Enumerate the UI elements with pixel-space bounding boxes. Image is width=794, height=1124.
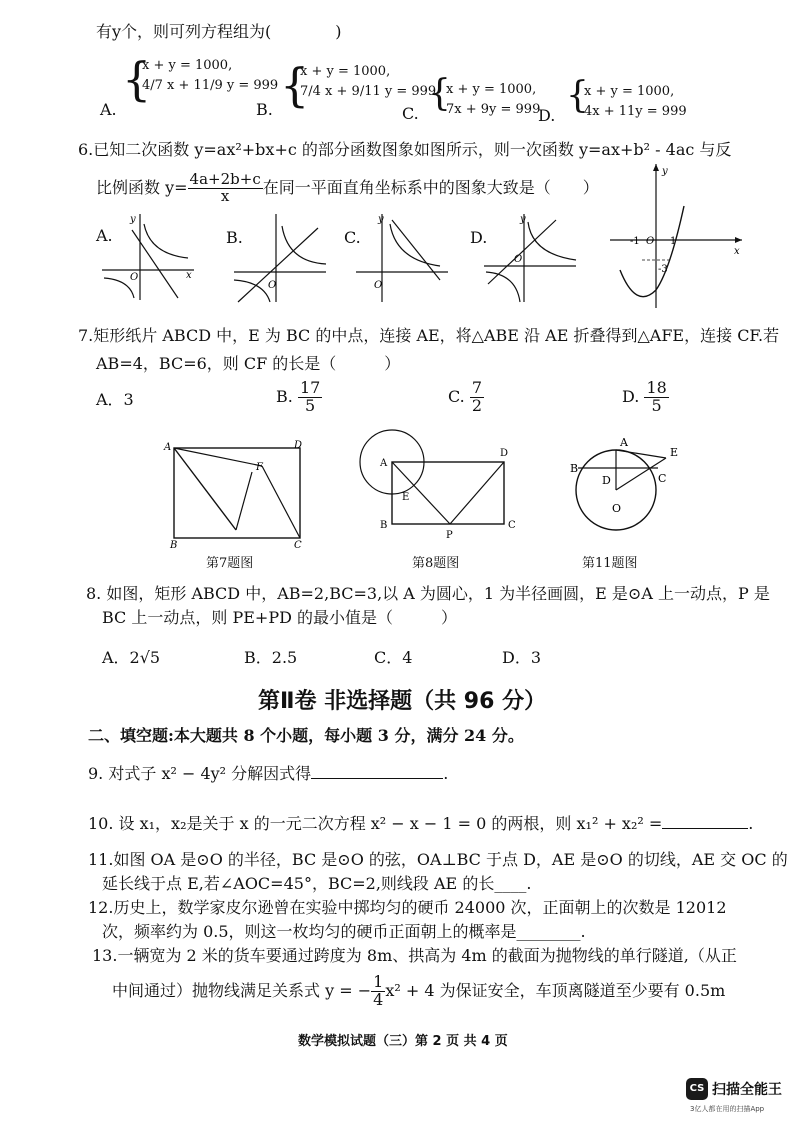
q6-graph-a: [98, 210, 198, 306]
figure-11-caption: 第11题图: [582, 556, 638, 571]
q5-option-b-label: B.: [256, 100, 273, 119]
q5-option-a-system: { x + y = 1000, 4/7 x + 11/9 y = 999: [122, 52, 279, 106]
q9-answer-blank[interactable]: [311, 778, 443, 779]
svg-text:D: D: [602, 474, 611, 487]
q5-option-b-system: { x + y = 1000, 7/4 x + 9/11 y = 999: [280, 58, 437, 112]
svg-text:A: A: [380, 458, 388, 469]
svg-text:y: y: [662, 166, 668, 177]
q13-line2: 中间通过）抛物线满足关系式 y = − $\frac{1}{4}$ x² + 4 为保证安全，车顶离隧道至少要有 0.5m: [112, 972, 726, 1009]
q6-option-d: D.: [470, 228, 488, 247]
figure-7-caption: 第7题图: [206, 556, 254, 571]
q6-option-c: C.: [344, 228, 361, 247]
q5-option-a-label: A.: [100, 100, 117, 119]
svg-text:O: O: [514, 254, 523, 265]
q6-line2: 比例函数 y= $\frac{4a+2b+c}{x}$ 在同一平面直角坐标系中的图象大致是（ ）: [96, 170, 599, 205]
svg-text:1: 1: [670, 236, 677, 247]
q7-option-b: B. $\frac{17}{5}$: [276, 378, 321, 415]
q6-graph-b: [230, 210, 330, 306]
svg-text:C: C: [658, 472, 667, 485]
section-2-heading: 第Ⅱ卷 非选择题（共 96 分）: [258, 689, 547, 714]
svg-text:x: x: [186, 270, 192, 281]
q11-line1: 11.如图 OA 是⊙O 的半径，BC 是⊙O 的弦，OA⊥BC 于点 D，AE 是⊙O 的切线，AE 交 OC 的: [88, 850, 788, 869]
camscanner-logo: CS: [686, 1078, 708, 1100]
svg-text:-1: -1: [630, 236, 640, 247]
q6-parabola-graph: [608, 160, 744, 310]
svg-text:O: O: [646, 236, 655, 247]
q12-line2: 次，频率约为 0.5，则这一枚均匀的硬币正面朝上的概率是________.: [102, 922, 586, 941]
q10: 10. 设 x₁，x₂是关于 x 的一元二次方程 x² − x − 1 = 0 的两根，则 x₁² + x₂² = .: [88, 814, 754, 833]
svg-text:y: y: [378, 214, 384, 225]
svg-text:C: C: [294, 540, 302, 551]
svg-text:y: y: [520, 214, 526, 225]
svg-text:D: D: [294, 440, 303, 451]
svg-text:A: A: [620, 436, 628, 449]
camscanner-title: 扫描全能王: [712, 1082, 782, 1098]
fill-in-heading: 二、填空题:本大题共 8 个小题，每小题 3 分，满分 24 分。: [88, 726, 524, 745]
q5-option-d-system: { x + y = 1000, 4x + 11y = 999: [566, 75, 687, 119]
svg-text:B: B: [170, 540, 178, 551]
q8-line2: BC 上一动点，则 PE+PD 的最小值是（ ）: [102, 608, 458, 627]
svg-text:E: E: [670, 446, 679, 459]
svg-text:O: O: [612, 502, 622, 515]
page-footer: 数学模拟试题（三）第 2 页 共 4 页: [298, 1034, 508, 1049]
q12-line1: 12.历史上，数学家皮尔逊曾在实验中掷均匀的硬币 24000 次，正面朝上的次数是 12012: [88, 898, 727, 917]
q6-option-b: B.: [226, 228, 243, 247]
q9: 9. 对式子 x² − 4y² 分解因式得 .: [88, 764, 449, 783]
q8-option-b: B．2.5: [244, 648, 298, 667]
q7-line2: AB=4，BC=6，则 CF 的长是（ ）: [96, 354, 401, 373]
q7-option-a: A．3: [96, 390, 134, 409]
q5-option-c-system: { x + y = 1000, 7x + 9y = 999: [428, 73, 541, 117]
q7-option-c: C. $\frac{7}{2}$: [448, 378, 483, 415]
q7-option-d: D. $\frac{18}{5}$: [622, 378, 667, 415]
svg-text:F: F: [256, 462, 263, 473]
q13-line1: 13.一辆宽为 2 米的货车要通过跨度为 8m、拱高为 4m 的截面为抛物线的单行隧道,（从正: [92, 946, 737, 965]
q8-option-c: C．4: [374, 648, 413, 667]
q5-option-c-label: C.: [402, 104, 419, 123]
svg-text:O: O: [374, 280, 383, 291]
q11-line2: 延长线于点 E,若∠AOC=45°，BC=2,则线段 AE 的长____.: [102, 874, 532, 893]
figure-8-caption: 第8题图: [412, 556, 460, 571]
svg-text:D: D: [500, 448, 509, 459]
svg-text:C: C: [508, 520, 516, 531]
q8-option-a: A．2√5: [102, 648, 161, 667]
svg-text:A: A: [164, 442, 172, 453]
q8-option-d: D．3: [502, 648, 542, 667]
svg-text:y: y: [130, 214, 136, 225]
svg-text:O: O: [130, 272, 139, 283]
q8-line1: 8. 如图，矩形 ABCD 中，AB=2,BC=3,以 A 为圆心，1 为半径画圆，E 是⊙A 上一动点，P 是: [86, 584, 770, 603]
q7-line1: 7.矩形纸片 ABCD 中，E 为 BC 的中点，连接 AE，将△ABE 沿 AE 折叠得到△AFE，连接 CF.若: [78, 326, 780, 345]
svg-text:B: B: [380, 520, 388, 531]
svg-text:x: x: [734, 246, 740, 257]
svg-text:-3: -3: [658, 264, 668, 275]
figure-8: [360, 426, 520, 546]
svg-text:E: E: [402, 492, 410, 503]
camscanner-subtitle: 3亿人都在用的扫描App: [690, 1105, 765, 1113]
svg-text:P: P: [446, 530, 453, 541]
q10-answer-blank[interactable]: [662, 828, 748, 829]
q6-option-a: A.: [96, 226, 113, 245]
q6-graph-d: [480, 210, 580, 306]
figure-7: [164, 438, 310, 550]
q6-line1: 6.已知二次函数 y=ax²+bx+c 的部分函数图象如图所示，则一次函数 y=ax+b² - 4ac 与反: [78, 140, 732, 159]
q6-graph-c: [352, 210, 452, 306]
q5-option-d-label: D.: [538, 106, 556, 125]
figure-11: [568, 432, 688, 548]
q5-tail: 有y个，则可列方程组为( ): [96, 22, 342, 41]
svg-text:B: B: [570, 462, 579, 475]
svg-text:O: O: [268, 280, 277, 291]
